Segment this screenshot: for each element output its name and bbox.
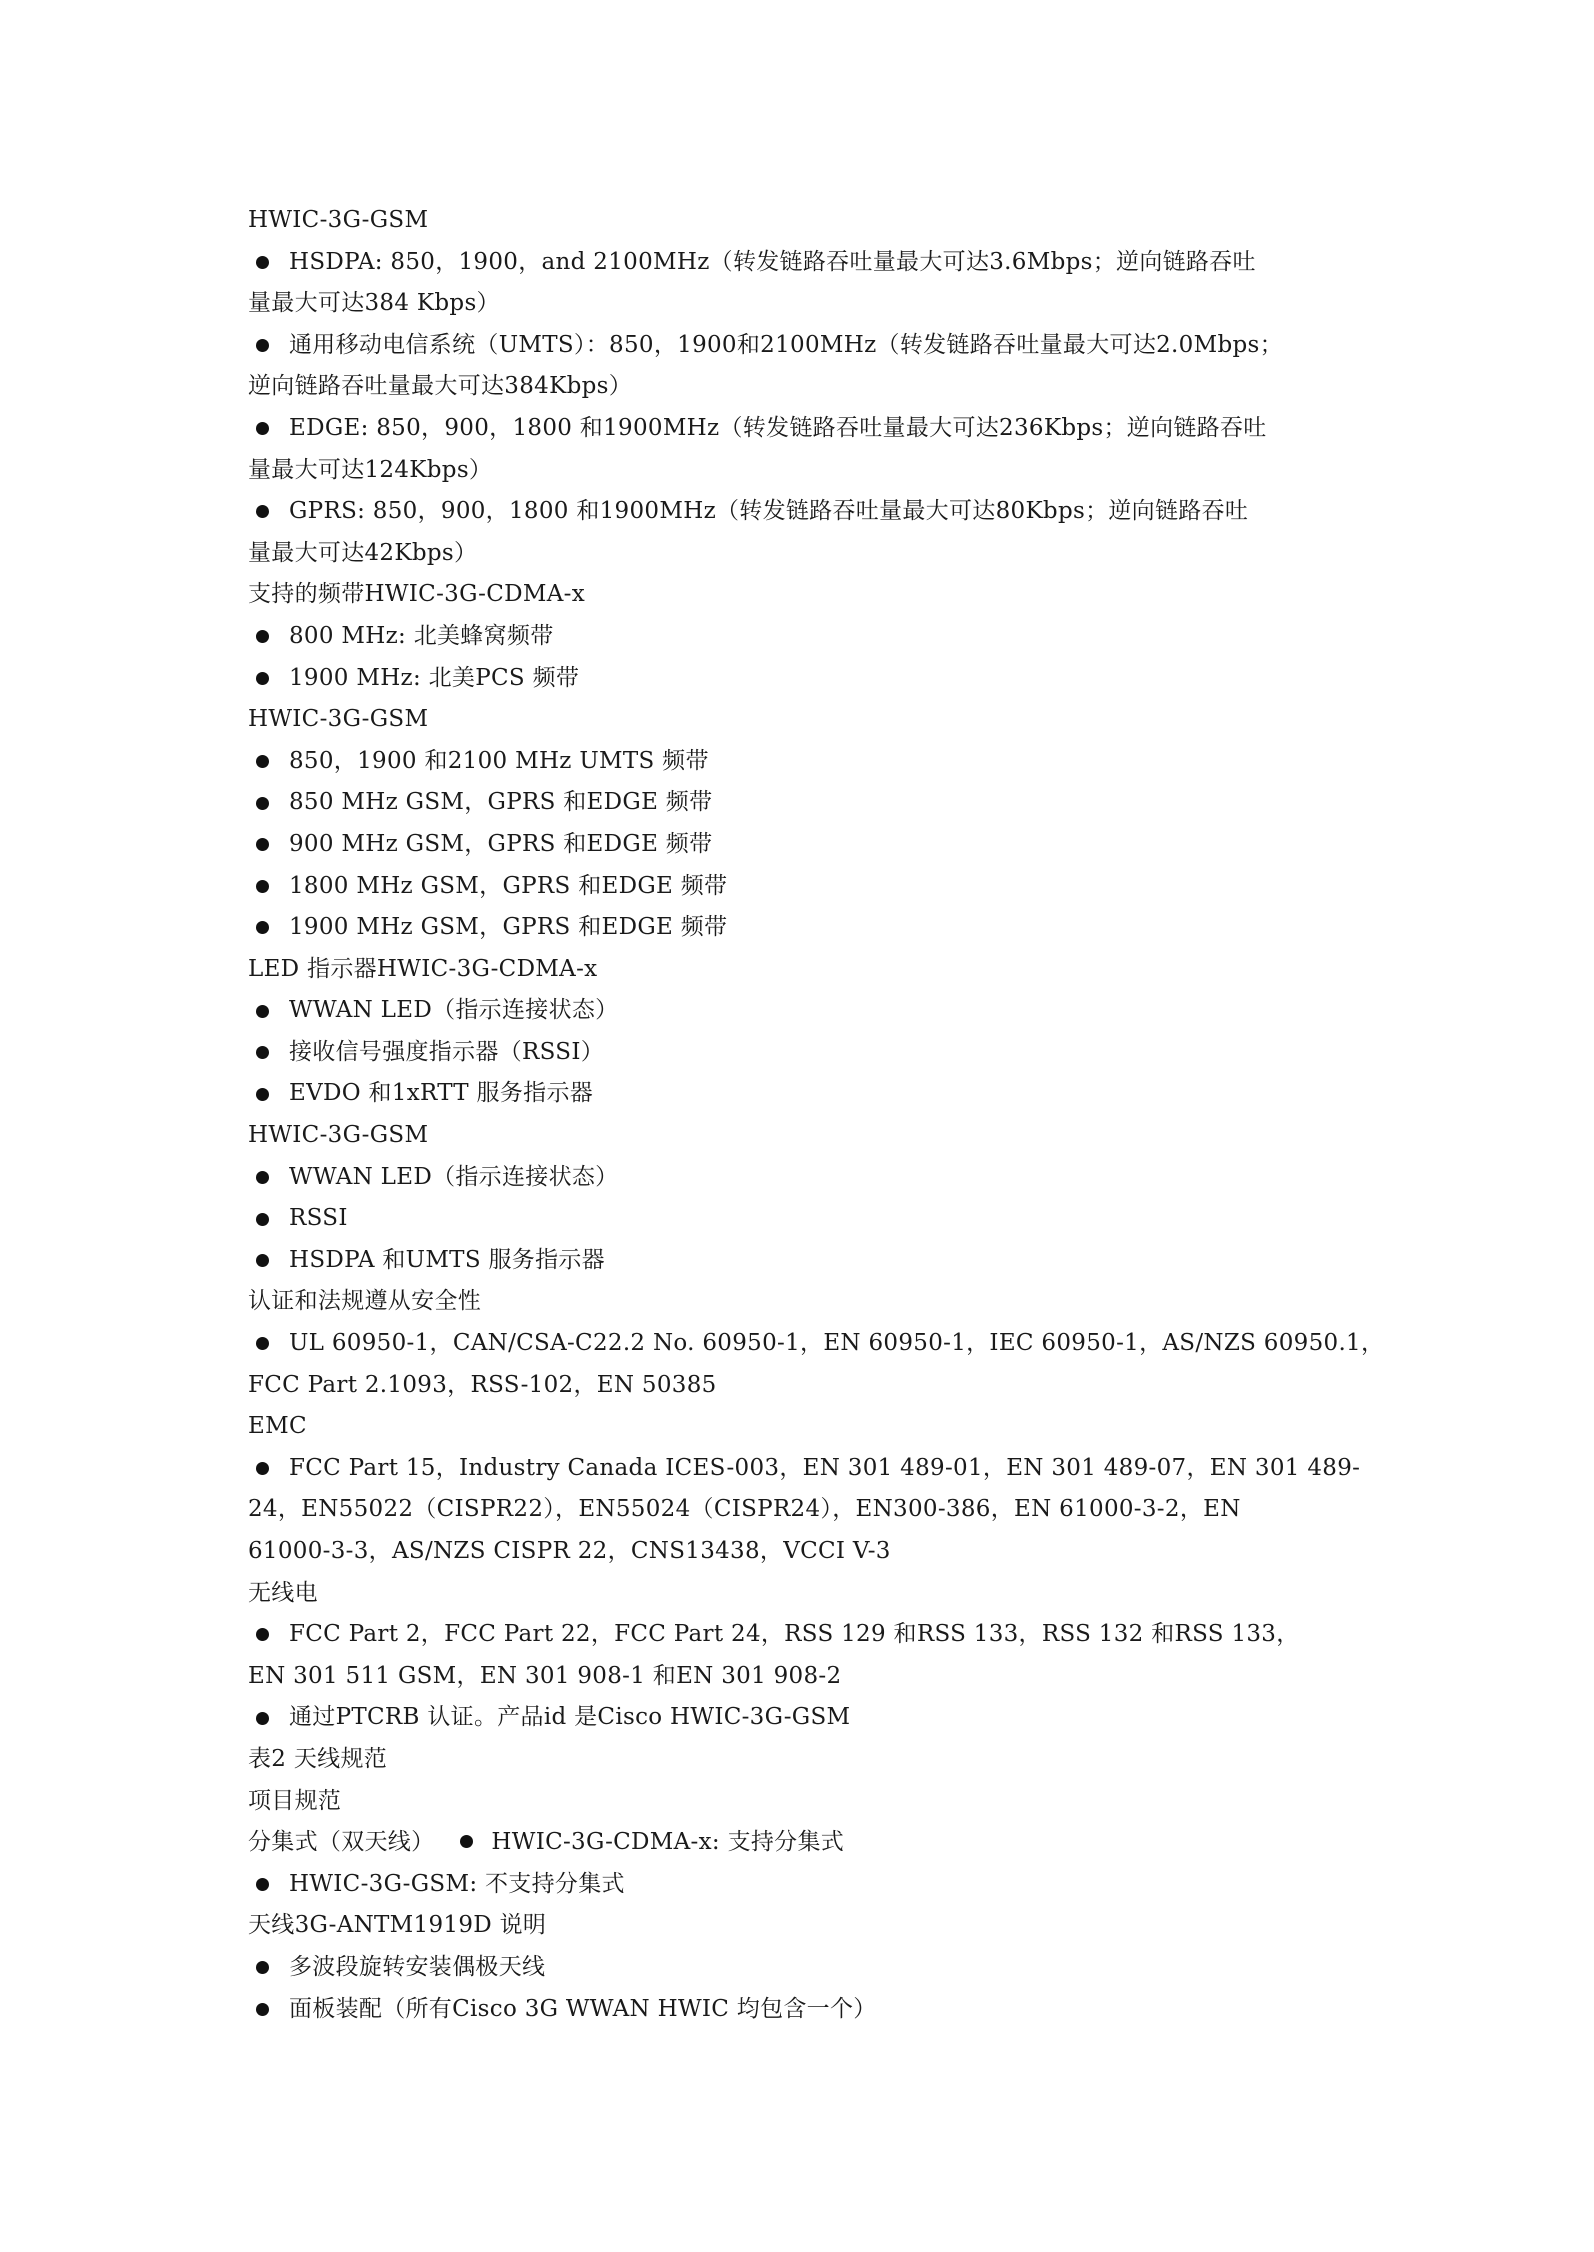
bullet-item (248, 990, 1368, 1032)
bullet-item (248, 1947, 1368, 1989)
bullet-text: EVDO 和1xRTT 服务指示器 (289, 1080, 594, 1107)
text-line: HWIC-3G-GSM (248, 1122, 429, 1149)
bullet-dot-icon (256, 880, 269, 893)
bullet-text: WWAN LED（指示连接状态） (289, 997, 619, 1024)
bullet-text: 850，1900 和2100 MHz UMTS 频带 (289, 747, 709, 774)
bullet-dot-icon (256, 2003, 269, 2016)
bullet-item (248, 1989, 1368, 2031)
bullet-dot-icon (256, 1005, 269, 1018)
bullet-dot-icon (256, 1213, 269, 1226)
bullet-text: 1800 MHz GSM，GPRS 和EDGE 频带 (289, 872, 728, 899)
bullet-text: HSDPA 和UMTS 服务指示器 (289, 1246, 605, 1273)
bullet-item (248, 491, 1368, 533)
bullet-item (248, 1448, 1368, 1490)
mixed-line (248, 1822, 1368, 1864)
bullet-text: 多波段旋转安装偶极天线 (289, 1953, 546, 1980)
text-line: 表2 天线规范 (248, 1745, 388, 1772)
bullet-item (248, 866, 1368, 908)
bullet-item (248, 907, 1368, 949)
text-line: FCC Part 2.1093，RSS-102，EN 50385 (248, 1371, 717, 1398)
text-line: 天线3G-ANTM1919D 说明 (248, 1912, 547, 1939)
text-line: EN 301 511 GSM，EN 301 908-1 和EN 301 908-2 (248, 1662, 842, 1689)
bullet-text: RSSI (289, 1205, 348, 1232)
bullet-item (248, 1032, 1368, 1074)
text-line: 逆向链路吞吐量最大可达384Kbps） (248, 373, 633, 400)
bullet-dot-icon (256, 838, 269, 851)
bullet-dot-icon (256, 422, 269, 435)
bullet-dot-icon (256, 505, 269, 518)
text-line: 项目规范 (248, 1787, 342, 1814)
text-line: LED 指示器HWIC-3G-CDMA-x (248, 955, 598, 982)
text-line: HWIC-3G-GSM (248, 706, 429, 733)
bullet-dot-icon (256, 1171, 269, 1184)
bullet-dot-icon (256, 1712, 269, 1725)
bullet-dot-icon (256, 672, 269, 685)
bullet-item (248, 242, 1368, 284)
bullet-dot-icon (256, 256, 269, 269)
text-line: 支持的频带HWIC-3G-CDMA-x (248, 581, 585, 608)
bullet-item (248, 616, 1368, 658)
bullet-text: WWAN LED（指示连接状态） (289, 1163, 619, 1190)
bullet-item (248, 1614, 1368, 1656)
bullet-text: 800 MHz: 北美蜂窝频带 (289, 622, 554, 649)
bullet-item (248, 824, 1368, 866)
bullet-item (248, 1323, 1385, 1365)
text-line: 量最大可达124Kbps） (248, 456, 493, 483)
bullet-text: 面板装配（所有Cisco 3G WWAN HWIC 均包含一个） (289, 1995, 877, 2022)
bullet-dot-icon (256, 755, 269, 768)
bullet-item (248, 741, 1368, 783)
bullet-dot-icon (460, 1835, 473, 1848)
bullet-text: 通用移动电信系统（UMTS）：850，1900和2100MHz（转发链路吞吐量最大可达2.0Mbps； (289, 331, 1283, 358)
bullet-item (248, 408, 1368, 450)
text-line: 量最大可达384 Kbps） (248, 290, 500, 317)
document-body (248, 200, 1385, 2030)
bullet-dot-icon (256, 797, 269, 810)
bullet-dot-icon (256, 1046, 269, 1059)
bullet-text: 通过PTCRB 认证。产品id 是Cisco HWIC-3G-GSM (289, 1704, 851, 1731)
text-line: 认证和法规遵从安全性 (248, 1288, 481, 1315)
bullet-item (248, 325, 1368, 367)
bullet-text: FCC Part 15，Industry Canada ICES-003，EN 301 489-01，EN 301 489-07，EN 301 489- (289, 1454, 1361, 1481)
text-line: 61000-3-3，AS/NZS CISPR 22，CNS13438，VCCI V-3 (248, 1538, 891, 1564)
bullet-text: HSDPA: 850，1900，and 2100MHz（转发链路吞吐量最大可达3.6Mbps；逆向链路吞吐 (289, 248, 1256, 275)
bullet-text: HWIC-3G-GSM: 不支持分集式 (289, 1870, 625, 1897)
bullet-dot-icon (256, 339, 269, 352)
bullet-text: 1900 MHz GSM，GPRS 和EDGE 频带 (289, 914, 728, 941)
bullet-text: UL 60950-1，CAN/CSA-C22.2 No. 60950-1，EN 60950-1，IEC 60950-1，AS/NZS 60950.1， (289, 1330, 1385, 1357)
bullet-text: 850 MHz GSM，GPRS 和EDGE 频带 (289, 789, 713, 816)
bullet-item (248, 1697, 1368, 1739)
bullet-item (248, 1240, 1368, 1282)
bullet-dot-icon (256, 1254, 269, 1267)
bullet-dot-icon (256, 1628, 269, 1641)
bullet-dot-icon (256, 630, 269, 643)
bullet-dot-icon (256, 921, 269, 934)
bullet-text: 1900 MHz: 北美PCS 频带 (289, 664, 580, 691)
bullet-item (248, 1864, 1368, 1906)
text-line: 量最大可达42Kbps） (248, 539, 478, 566)
bullet-dot-icon (256, 1462, 269, 1475)
bullet-text: 900 MHz GSM，GPRS 和EDGE 频带 (289, 830, 713, 857)
line-text-before: 分集式（双天线） (248, 1829, 435, 1856)
text-line: 24，EN55022（CISPR22），EN55024（CISPR24），EN300-386，EN 61000-3-2，EN (248, 1496, 1241, 1523)
bullet-item (248, 782, 1368, 824)
bullet-dot-icon (256, 1337, 269, 1350)
bullet-text: FCC Part 2，FCC Part 22，FCC Part 24，RSS 129 和RSS 133，RSS 132 和RSS 133， (289, 1621, 1300, 1648)
line-text-after: HWIC-3G-CDMA-x: 支持分集式 (491, 1829, 845, 1856)
bullet-dot-icon (256, 1878, 269, 1891)
bullet-dot-icon (256, 1088, 269, 1101)
text-line: EMC (248, 1413, 307, 1440)
bullet-text: EDGE: 850，900，1800 和1900MHz（转发链路吞吐量最大可达236Kbps；逆向链路吞吐 (289, 414, 1267, 441)
bullet-item (248, 658, 1368, 700)
bullet-item (248, 1157, 1368, 1199)
bullet-dot-icon (256, 1961, 269, 1974)
bullet-text: GPRS: 850，900，1800 和1900MHz（转发链路吞吐量最大可达80Kbps；逆向链路吞吐 (289, 498, 1249, 525)
bullet-item (248, 1198, 1368, 1240)
bullet-item (248, 1073, 1368, 1115)
text-line: 无线电 (248, 1579, 318, 1606)
bullet-text: 接收信号强度指示器（RSSI） (289, 1038, 605, 1065)
text-line: HWIC-3G-GSM (248, 207, 429, 233)
